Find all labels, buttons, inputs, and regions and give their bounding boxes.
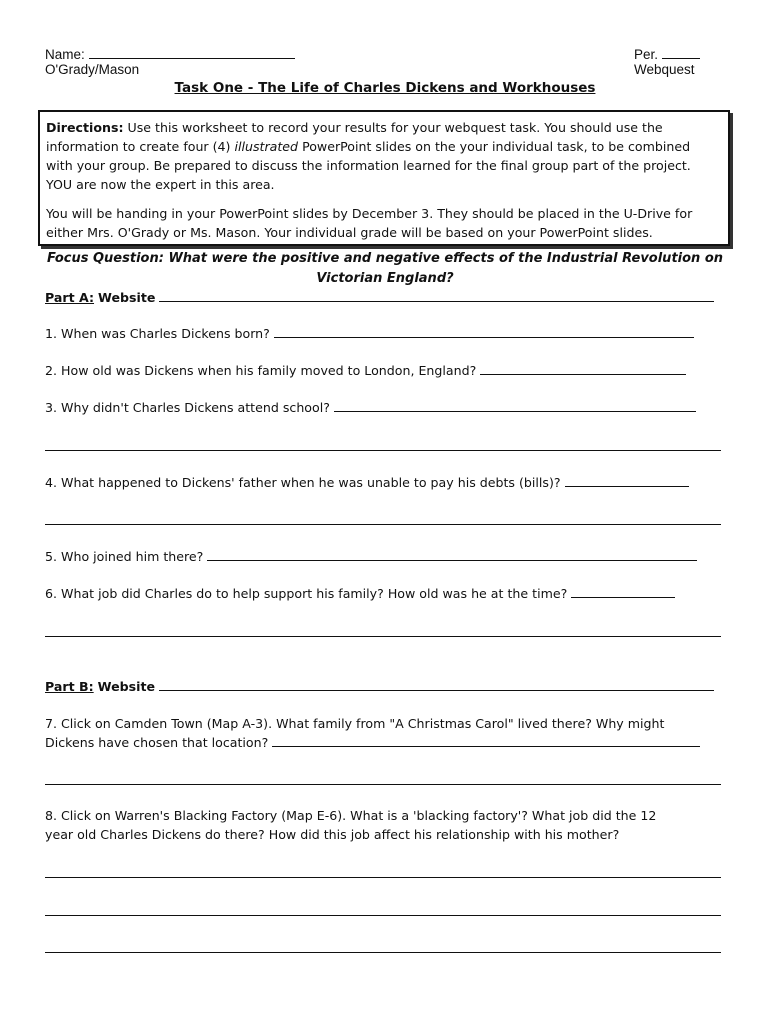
question-4-text: 4. What happened to Dickens' father when he was unable to pay his debts (bills)? xyxy=(45,475,561,490)
period-label: Per. xyxy=(634,47,659,62)
question-7-text-line-2: Dickens have chosen that location? xyxy=(45,735,269,750)
teachers-label: O'Grady/Mason xyxy=(45,62,140,77)
focus-question xyxy=(40,249,730,289)
directions-paragraph-2: You will be handing in your PowerPoint slides by December 3. They should be placed in the U-Drive for either Mrs. O'Grady or Ms. Mason. Your individual grade will be based on your PowerPoint slides. xyxy=(46,206,693,240)
directions-label: Directions: xyxy=(46,120,124,135)
page-title: Task One - The Life of Charles Dickens and Workhouses xyxy=(174,80,596,96)
question-3-answer-line[interactable] xyxy=(45,450,721,451)
question-3-text: 3. Why didn't Charles Dickens attend school? xyxy=(45,400,330,415)
question-8-text-line-2: year old Charles Dickens do there? How did this job affect his relationship with his mother? xyxy=(45,827,620,842)
question-2-answer[interactable] xyxy=(480,362,686,375)
question-3-answer[interactable] xyxy=(334,399,696,412)
period-field[interactable] xyxy=(634,46,700,63)
part-a-label: Part A: xyxy=(45,290,95,305)
question-8-answer-line-2[interactable] xyxy=(45,915,721,916)
directions-text-b: PowerPoint slides on the your individual task, to be combined with your group. Be prepared to discuss the information learned for the final group part of the project. YOU are now the expert in this area. xyxy=(46,139,691,192)
directions-italic: illustrated xyxy=(234,139,299,154)
part-b-website-row xyxy=(45,677,721,696)
part-b-website-label: Website xyxy=(97,679,156,694)
period-blank[interactable] xyxy=(662,46,700,59)
question-6 xyxy=(45,584,721,603)
question-6-answer-line[interactable] xyxy=(45,636,721,637)
part-b-website-blank[interactable] xyxy=(159,678,714,691)
question-1-text: 1. When was Charles Dickens born? xyxy=(45,326,270,341)
part-b-label: Part B: xyxy=(45,679,94,694)
question-7-text-line-1: 7. Click on Camden Town (Map A-3). What family from "A Christmas Carol" lived there? Why might xyxy=(45,716,665,731)
question-8-answer-line-1[interactable] xyxy=(45,877,721,878)
part-a-website-blank[interactable] xyxy=(159,289,714,302)
part-a-website-row xyxy=(45,288,721,307)
question-7-answer[interactable] xyxy=(272,734,700,747)
question-3 xyxy=(45,398,721,417)
question-4-answer-line[interactable] xyxy=(45,524,721,525)
question-2-text: 2. How old was Dickens when his family moved to London, England? xyxy=(45,363,477,378)
question-1-answer[interactable] xyxy=(274,325,694,338)
question-8-text-line-1: 8. Click on Warren's Blacking Factory (Map E-6). What is a 'blacking factory'? What job did the 12 xyxy=(45,808,657,823)
directions-paragraph-1 xyxy=(46,118,720,194)
focus-question-line-2: Victorian England? xyxy=(316,271,454,286)
question-7-answer-line[interactable] xyxy=(45,784,721,785)
question-6-text: 6. What job did Charles do to help support his family? How old was he at the time? xyxy=(45,586,568,601)
question-4 xyxy=(45,473,721,492)
question-4-answer[interactable] xyxy=(565,474,689,487)
name-blank[interactable] xyxy=(89,46,295,59)
question-5-answer[interactable] xyxy=(207,548,697,561)
name-field[interactable] xyxy=(45,46,295,63)
question-5 xyxy=(45,547,721,566)
question-1 xyxy=(45,324,721,343)
directions-box xyxy=(38,110,730,246)
activity-label: Webquest xyxy=(634,62,695,77)
question-8-answer-line-3[interactable] xyxy=(45,952,721,953)
question-6-answer[interactable] xyxy=(571,585,675,598)
question-5-text: 5. Who joined him there? xyxy=(45,549,204,564)
focus-question-line-1: Focus Question: What were the positive and negative effects of the Industrial Revolution on xyxy=(46,251,724,266)
question-7 xyxy=(45,714,721,752)
part-a-website-label: Website xyxy=(98,290,156,305)
question-2 xyxy=(45,361,721,380)
question-8 xyxy=(45,806,721,844)
name-label: Name: xyxy=(45,47,85,62)
directions-text-a: Use this worksheet to record your results for your webquest task. You should use the information to create four (4) xyxy=(46,120,663,154)
